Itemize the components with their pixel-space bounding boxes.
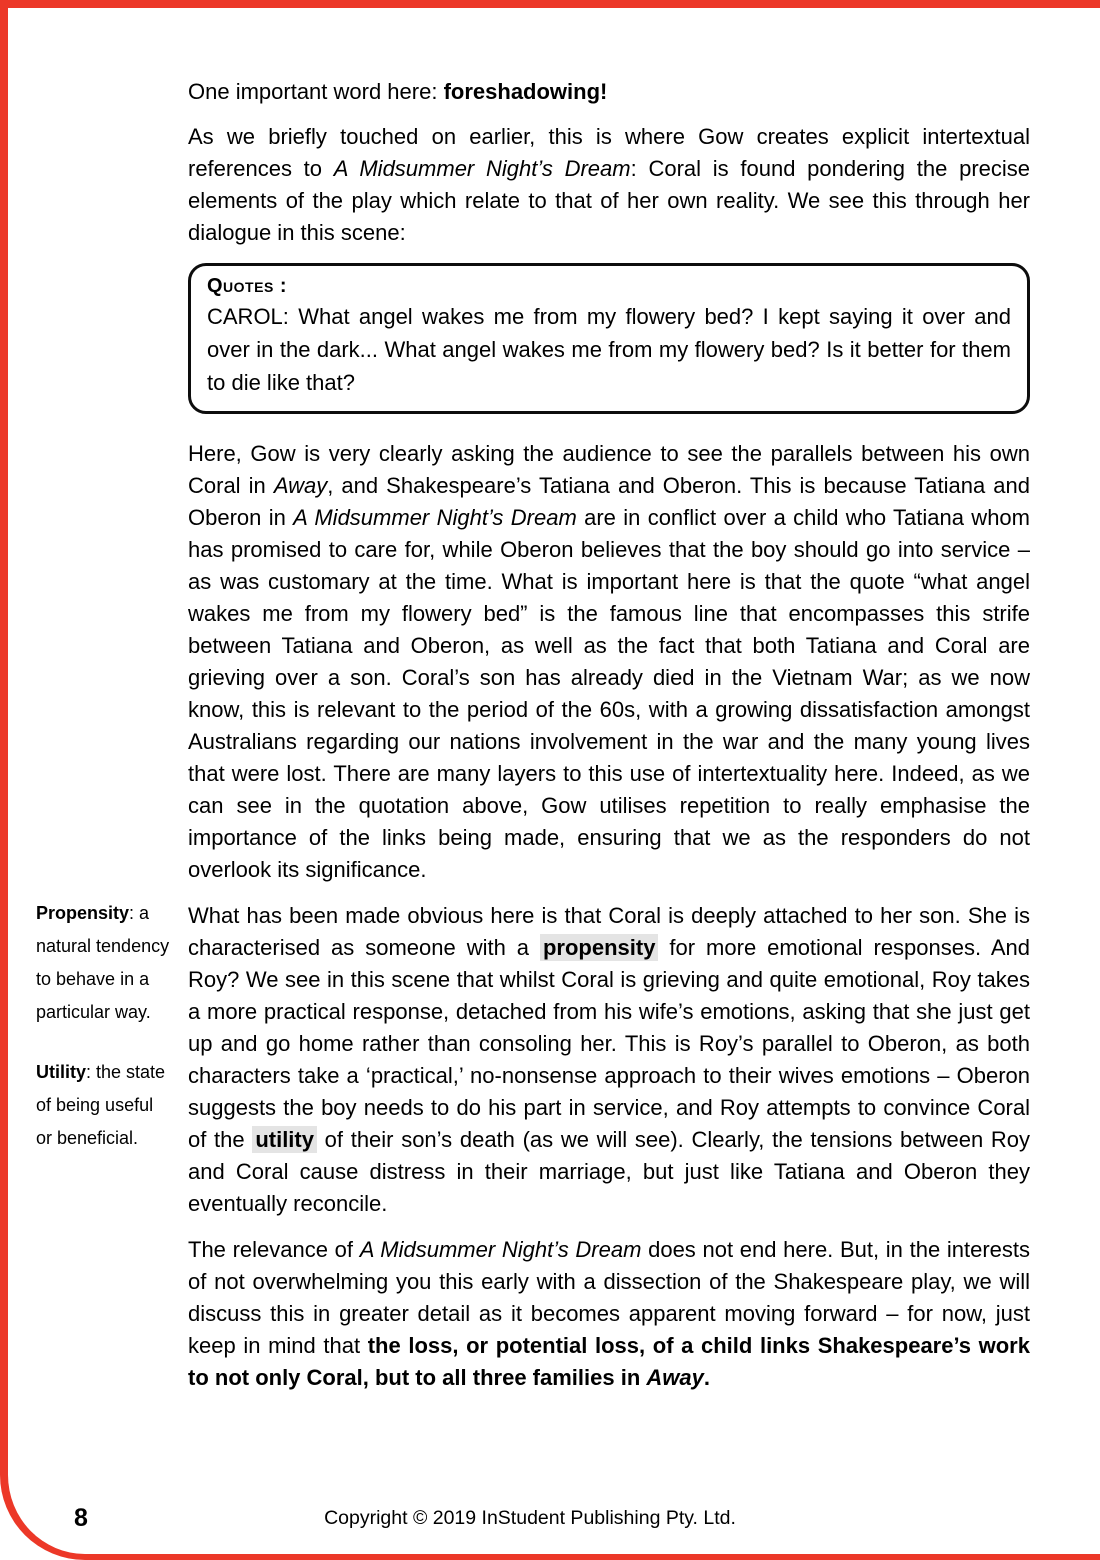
margin-notes	[36, 897, 172, 1155]
paragraph-analysis: Here, Gow is very clearly asking the audience to see the parallels between his own Coral in Away, and Shakespeare’s Tatiana and Oberon. This is because Tatiana and Oberon in A Midsummer Night’s Dream are in conflict over a child who Tatiana whom has promised to care for, while Oberon believes that the boy should go into service – as was customary at the time. What is important here is that the quote “what angel wakes me from my flowery bed” is the famous line that encompasses this strife between Tatiana and Oberon, as well as the fact that both Tatiana and Coral are grieving over a son. Coral’s son has already died in the Vietnam War; as we now know, this is relevant to the period of the 60s, with a growing dissatisfaction amongst Australians regarding our nations involvement in the war and the many young lives that were lost. There are many layers to this use of intertextuality here. Indeed, as we can see in the quotation above, Gow utilises repetition to really emphasise the importance of the links being made, ensuring that we as the responders do not overlook its significance.	[188, 441, 1031, 882]
quote-box-label: Quotes :	[207, 275, 288, 297]
margin-note-propensity	[36, 897, 172, 1029]
paragraph-characters: What has been made obvious here is that Coral is deeply attached to her son. She is characterised as someone with a propensity for more emotional responses. And Roy? We see in this scene that whilst Coral is grieving and quite emotional, Roy takes a more practical response, detached from his wife’s emotions, asking that she just get up and go home rather than consoling her. This is Roy’s parallel to Oberon, as both characters take a ‘practical,’ no-nonsense approach to their wives emotions – Oberon suggests the boy needs to do his part in service, and Roy attempts to convince Coral of the utility of their son’s death (as we will see). Clearly, the tensions between Roy and Coral cause distress in their marriage, but just like Tatiana and Oberon they eventually reconcile.	[188, 903, 1031, 1216]
margin-note-term: Propensity	[36, 903, 130, 923]
heading-foreshadowing: One important word here: foreshadowing!	[188, 79, 608, 104]
margin-note-definition: : a natural tendency to behave in a particular way.	[36, 903, 170, 1022]
margin-note-definition: : the state of being useful or beneficial.	[36, 1062, 166, 1148]
content-column	[188, 76, 1030, 1408]
quote-box-text: CAROL: What angel wakes me from my flowery bed? I kept saying it over and over in the dark... What angel wakes me from my flowery bed? Is it better for them to die like that?	[207, 304, 1011, 395]
page-number: 8	[74, 1504, 88, 1532]
margin-note-utility	[36, 1056, 172, 1155]
margin-note-term: Utility	[36, 1062, 87, 1082]
paragraph-intertextual-references: As we briefly touched on earlier, this is where Gow creates explicit intertextual references to A Midsummer Night’s Dream: Coral is found pondering the precise elements of the play which relate to that of her own reality. We see this through her dialogue in this scene:	[188, 124, 1030, 245]
paragraph-closing: The relevance of A Midsummer Night’s Dream does not end here. But, in the interests of not overwhelming you this early with a dissection of the Shakespeare play, we will discuss this in greater detail as it becomes apparent moving forward – for now, just keep in mind that the loss, or potential loss, of a child links Shakespeare’s work to not only Coral, but to all three families in Away.	[188, 1237, 1031, 1390]
copyright-footer: Copyright © 2019 InStudent Publishing Pty. Ltd.	[324, 1507, 736, 1529]
quote-box	[188, 263, 1030, 414]
